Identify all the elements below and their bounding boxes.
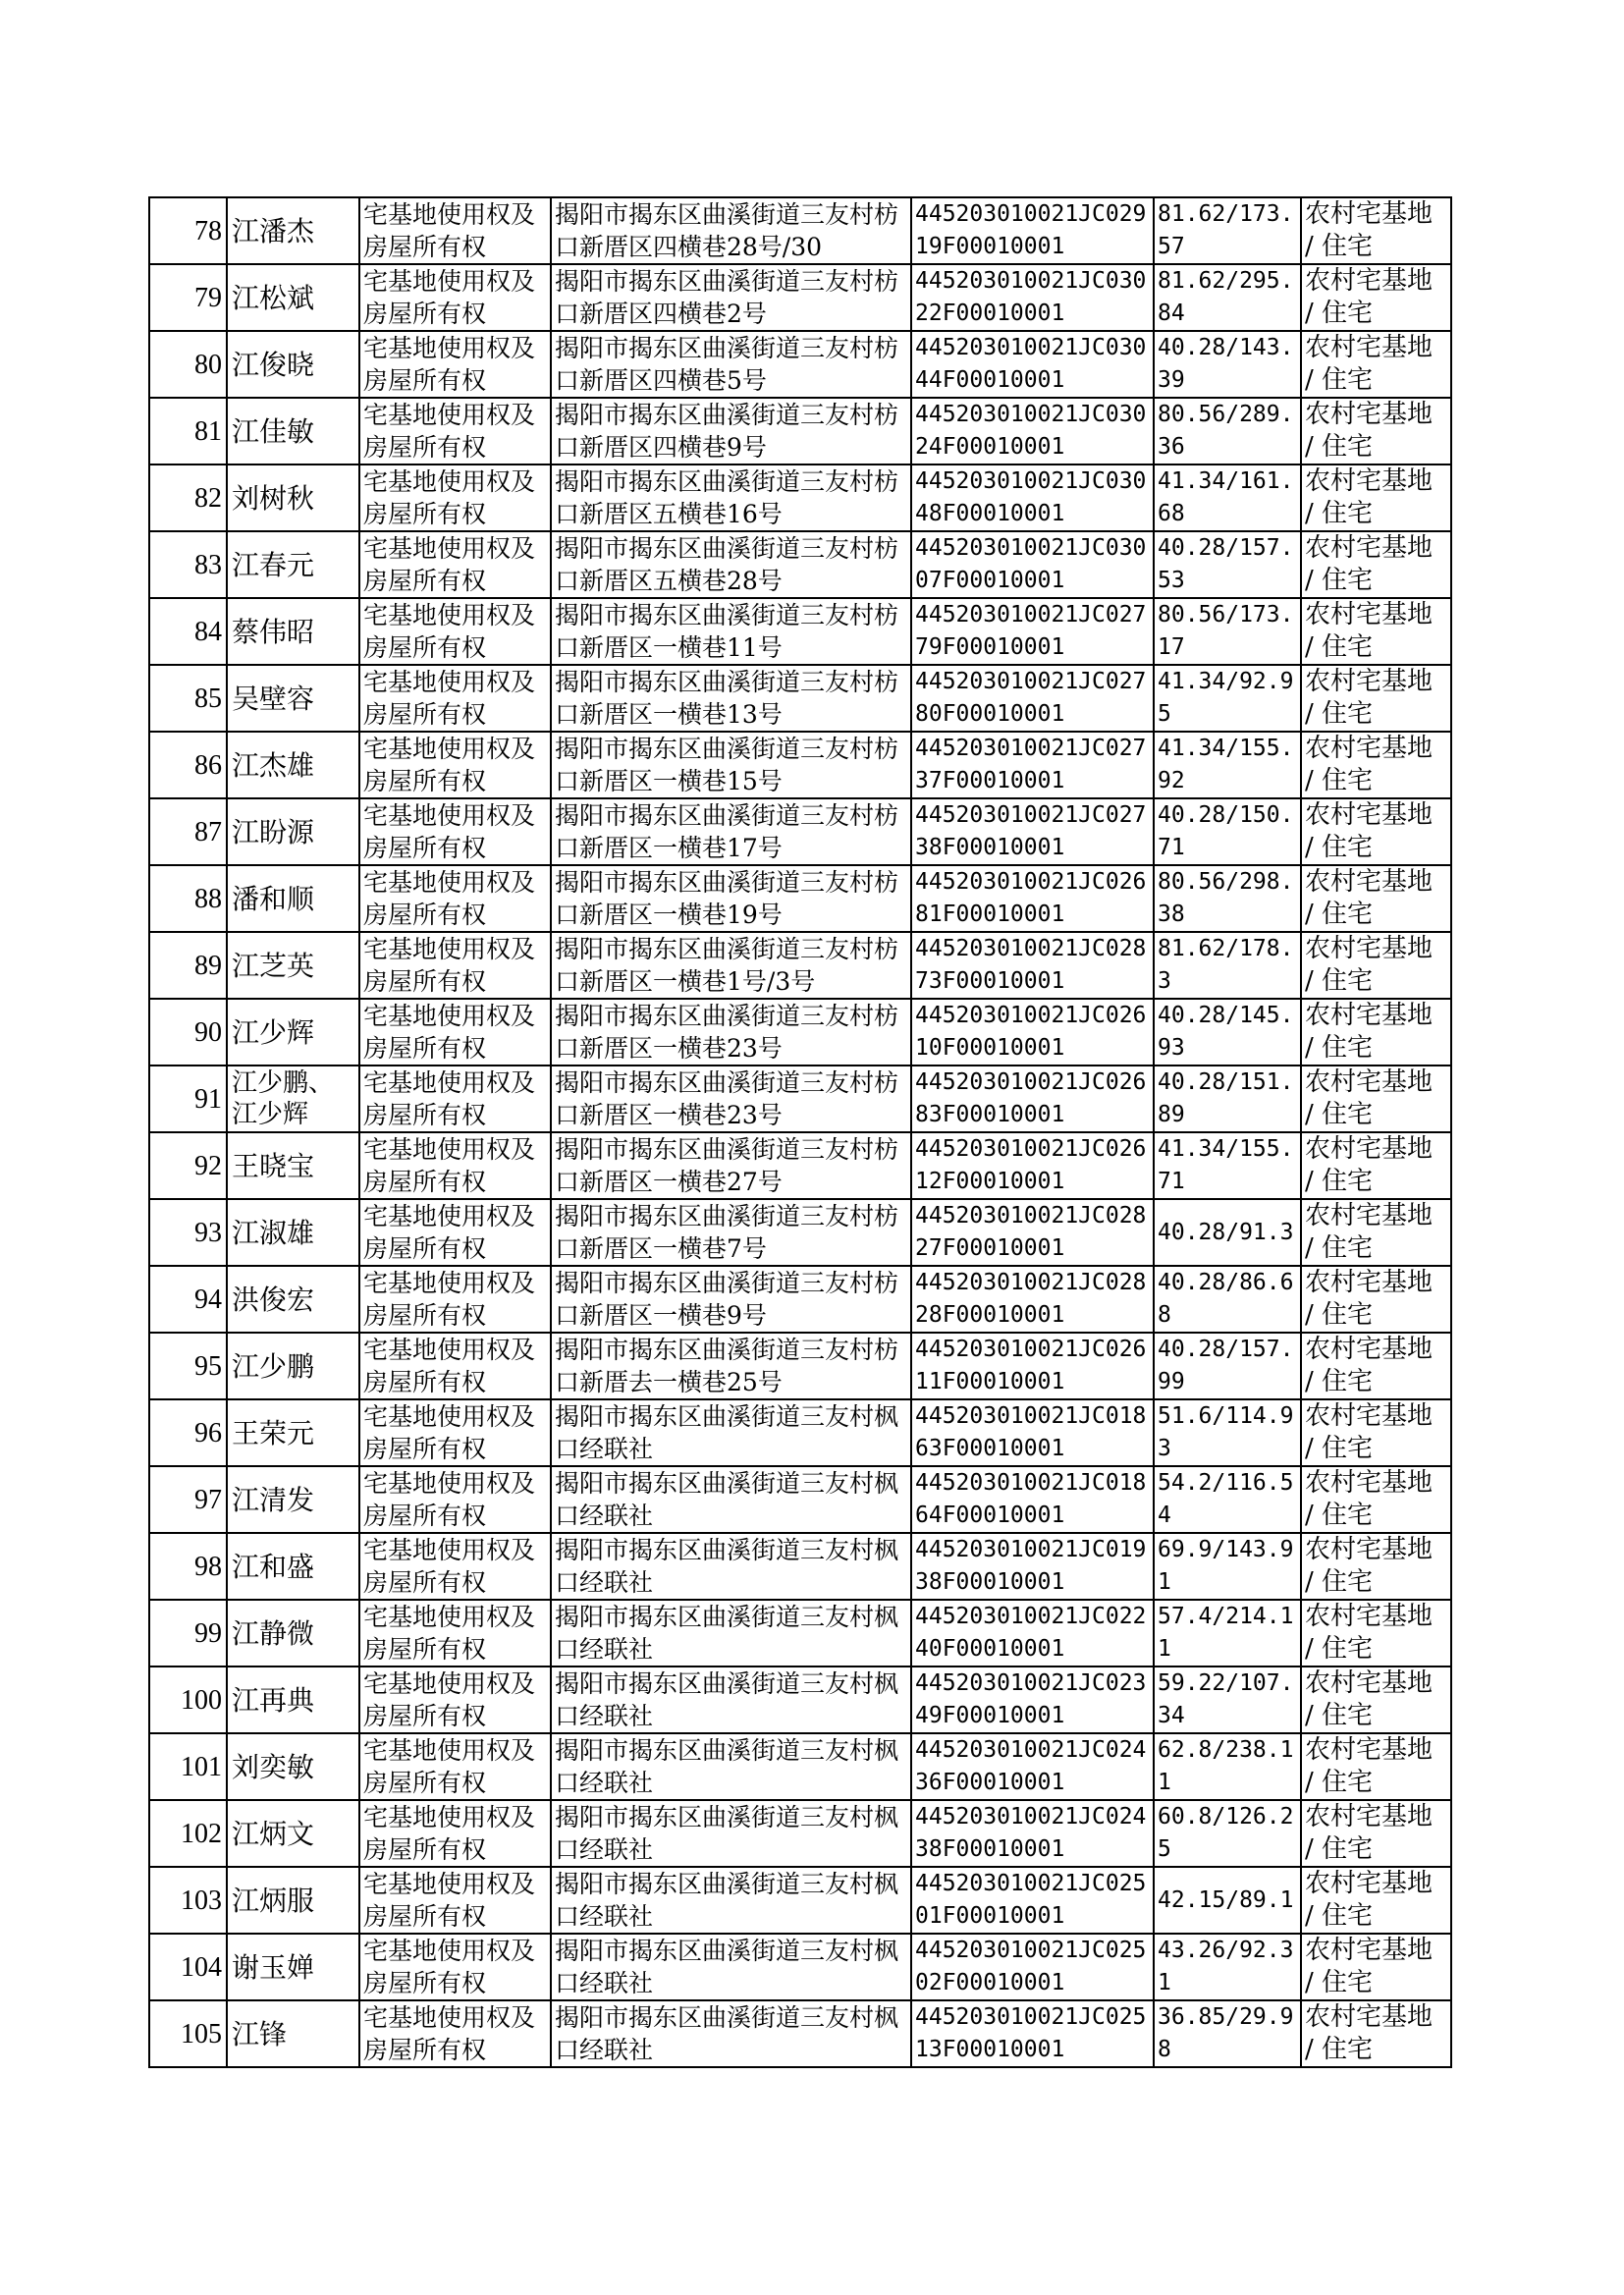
owner-name-cell: 江少鹏 [227, 1333, 359, 1399]
row-number-cell: 86 [149, 732, 227, 798]
row-number-cell: 104 [149, 1934, 227, 2000]
row-number-cell: 99 [149, 1600, 227, 1667]
property-location-cell: 揭阳市揭东区曲溪街道三友村枋口新厝区五横巷28号 [551, 531, 911, 598]
table-row [149, 999, 1451, 1066]
unit-code-cell: 445203010021JC02737F00010001 [911, 732, 1154, 798]
owner-name-cell: 江少辉 [227, 999, 359, 1066]
area-value-cell: 54.2/116.54 [1154, 1466, 1301, 1533]
row-number-cell: 88 [149, 865, 227, 932]
property-location-cell: 揭阳市揭东区曲溪街道三友村枋口新厝区五横巷16号 [551, 464, 911, 531]
table-row [149, 932, 1451, 999]
area-value-cell: 69.9/143.91 [1154, 1533, 1301, 1600]
row-number-cell: 80 [149, 331, 227, 398]
owner-name-cell: 刘奕敏 [227, 1733, 359, 1800]
row-number-cell: 96 [149, 1399, 227, 1466]
unit-code-cell: 445203010021JC01863F00010001 [911, 1399, 1154, 1466]
row-number-cell: 87 [149, 798, 227, 865]
table-row [149, 464, 1451, 531]
right-type-cell: 宅基地使用权及房屋所有权 [359, 999, 551, 1066]
right-type-cell: 宅基地使用权及房屋所有权 [359, 1600, 551, 1667]
property-location-cell: 揭阳市揭东区曲溪街道三友村枫口经联社 [551, 1600, 911, 1667]
land-use-cell: 农村宅基地 / 住宅 [1301, 1132, 1451, 1199]
area-value-cell: 81.62/173.57 [1154, 197, 1301, 264]
owner-name-cell: 江芝英 [227, 932, 359, 999]
property-location-cell: 揭阳市揭东区曲溪街道三友村枫口经联社 [551, 1800, 911, 1867]
table-row [149, 331, 1451, 398]
owner-name-cell: 江松斌 [227, 264, 359, 331]
owner-name-cell: 江潘杰 [227, 197, 359, 264]
table-row [149, 732, 1451, 798]
owner-name-cell: 洪俊宏 [227, 1266, 359, 1333]
right-type-cell: 宅基地使用权及房屋所有权 [359, 1800, 551, 1867]
row-number-cell: 98 [149, 1533, 227, 1600]
right-type-cell: 宅基地使用权及房屋所有权 [359, 531, 551, 598]
right-type-cell: 宅基地使用权及房屋所有权 [359, 932, 551, 999]
row-number-cell: 85 [149, 665, 227, 732]
right-type-cell: 宅基地使用权及房屋所有权 [359, 732, 551, 798]
table-row [149, 1132, 1451, 1199]
area-value-cell: 41.34/92.95 [1154, 665, 1301, 732]
area-value-cell: 42.15/89.1 [1154, 1867, 1301, 1934]
unit-code-cell: 445203010021JC02780F00010001 [911, 665, 1154, 732]
area-value-cell: 41.34/155.92 [1154, 732, 1301, 798]
area-value-cell: 60.8/126.25 [1154, 1800, 1301, 1867]
unit-code-cell: 445203010021JC02610F00010001 [911, 999, 1154, 1066]
owner-name-cell: 江杰雄 [227, 732, 359, 798]
owner-name-cell: 王晓宝 [227, 1132, 359, 1199]
property-location-cell: 揭阳市揭东区曲溪街道三友村枋口新厝区一横巷27号 [551, 1132, 911, 1199]
right-type-cell: 宅基地使用权及房屋所有权 [359, 1066, 551, 1132]
table-row [149, 798, 1451, 865]
table-row [149, 1466, 1451, 1533]
area-value-cell: 41.34/155.71 [1154, 1132, 1301, 1199]
owner-name-cell: 江盼源 [227, 798, 359, 865]
table-row [149, 1066, 1451, 1132]
owner-name-cell: 江炳文 [227, 1800, 359, 1867]
property-location-cell: 揭阳市揭东区曲溪街道三友村枋口新厝区四横巷2号 [551, 264, 911, 331]
area-value-cell: 59.22/107.34 [1154, 1667, 1301, 1733]
property-location-cell: 揭阳市揭东区曲溪街道三友村枫口经联社 [551, 1533, 911, 1600]
land-use-cell: 农村宅基地 / 住宅 [1301, 2000, 1451, 2067]
unit-code-cell: 445203010021JC02240F00010001 [911, 1600, 1154, 1667]
row-number-cell: 79 [149, 264, 227, 331]
right-type-cell: 宅基地使用权及房屋所有权 [359, 1733, 551, 1800]
land-use-cell: 农村宅基地 / 住宅 [1301, 464, 1451, 531]
owner-name-cell: 江佳敏 [227, 398, 359, 464]
owner-name-cell: 潘和顺 [227, 865, 359, 932]
row-number-cell: 78 [149, 197, 227, 264]
unit-code-cell: 445203010021JC02438F00010001 [911, 1800, 1154, 1867]
land-use-cell: 农村宅基地 / 住宅 [1301, 1733, 1451, 1800]
row-number-cell: 93 [149, 1199, 227, 1266]
property-location-cell: 揭阳市揭东区曲溪街道三友村枋口新厝区一横巷15号 [551, 732, 911, 798]
owner-name-cell: 江炳服 [227, 1867, 359, 1934]
owner-name-cell: 江淑雄 [227, 1199, 359, 1266]
right-type-cell: 宅基地使用权及房屋所有权 [359, 1533, 551, 1600]
unit-code-cell: 445203010021JC01938F00010001 [911, 1533, 1154, 1600]
property-location-cell: 揭阳市揭东区曲溪街道三友村枫口经联社 [551, 1399, 911, 1466]
property-location-cell: 揭阳市揭东区曲溪街道三友村枫口经联社 [551, 1667, 911, 1733]
land-use-cell: 农村宅基地 / 住宅 [1301, 197, 1451, 264]
area-value-cell: 40.28/151.89 [1154, 1066, 1301, 1132]
owner-name-cell: 蔡伟昭 [227, 598, 359, 665]
owner-name-cell: 吴壁容 [227, 665, 359, 732]
row-number-cell: 84 [149, 598, 227, 665]
owner-name-cell: 谢玉婵 [227, 1934, 359, 2000]
unit-code-cell: 445203010021JC02611F00010001 [911, 1333, 1154, 1399]
land-use-cell: 农村宅基地 / 住宅 [1301, 1934, 1451, 2000]
unit-code-cell: 445203010021JC02828F00010001 [911, 1266, 1154, 1333]
table-row [149, 865, 1451, 932]
land-use-cell: 农村宅基地 / 住宅 [1301, 1533, 1451, 1600]
land-use-cell: 农村宅基地 / 住宅 [1301, 1266, 1451, 1333]
property-location-cell: 揭阳市揭东区曲溪街道三友村枫口经联社 [551, 1867, 911, 1934]
row-number-cell: 95 [149, 1333, 227, 1399]
property-location-cell: 揭阳市揭东区曲溪街道三友村枋口新厝去一横巷25号 [551, 1333, 911, 1399]
table-row [149, 1867, 1451, 1934]
right-type-cell: 宅基地使用权及房屋所有权 [359, 264, 551, 331]
table-row [149, 665, 1451, 732]
area-value-cell: 40.28/157.99 [1154, 1333, 1301, 1399]
row-number-cell: 103 [149, 1867, 227, 1934]
property-location-cell: 揭阳市揭东区曲溪街道三友村枋口新厝区四横巷5号 [551, 331, 911, 398]
right-type-cell: 宅基地使用权及房屋所有权 [359, 598, 551, 665]
area-value-cell: 40.28/143.39 [1154, 331, 1301, 398]
area-value-cell: 43.26/92.31 [1154, 1934, 1301, 2000]
land-use-cell: 农村宅基地 / 住宅 [1301, 865, 1451, 932]
right-type-cell: 宅基地使用权及房屋所有权 [359, 1333, 551, 1399]
unit-code-cell: 445203010021JC02827F00010001 [911, 1199, 1154, 1266]
right-type-cell: 宅基地使用权及房屋所有权 [359, 197, 551, 264]
owner-name-cell: 江春元 [227, 531, 359, 598]
land-use-cell: 农村宅基地 / 住宅 [1301, 1600, 1451, 1667]
row-number-cell: 91 [149, 1066, 227, 1132]
land-use-cell: 农村宅基地 / 住宅 [1301, 1066, 1451, 1132]
land-use-cell: 农村宅基地 / 住宅 [1301, 665, 1451, 732]
owner-name-cell: 刘树秋 [227, 464, 359, 531]
row-number-cell: 94 [149, 1266, 227, 1333]
unit-code-cell: 445203010021JC03044F00010001 [911, 331, 1154, 398]
land-use-cell: 农村宅基地 / 住宅 [1301, 798, 1451, 865]
table-body [149, 197, 1451, 2067]
unit-code-cell: 445203010021JC02683F00010001 [911, 1066, 1154, 1132]
right-type-cell: 宅基地使用权及房屋所有权 [359, 1399, 551, 1466]
owner-name-cell: 江锋 [227, 2000, 359, 2067]
right-type-cell: 宅基地使用权及房屋所有权 [359, 798, 551, 865]
land-use-cell: 农村宅基地 / 住宅 [1301, 732, 1451, 798]
table-row [149, 1800, 1451, 1867]
table-row [149, 1934, 1451, 2000]
area-value-cell: 41.34/161.68 [1154, 464, 1301, 531]
right-type-cell: 宅基地使用权及房屋所有权 [359, 1266, 551, 1333]
area-value-cell: 40.28/157.53 [1154, 531, 1301, 598]
land-use-cell: 农村宅基地 / 住宅 [1301, 932, 1451, 999]
right-type-cell: 宅基地使用权及房屋所有权 [359, 2000, 551, 2067]
row-number-cell: 100 [149, 1667, 227, 1733]
table-row [149, 598, 1451, 665]
unit-code-cell: 445203010021JC03022F00010001 [911, 264, 1154, 331]
row-number-cell: 102 [149, 1800, 227, 1867]
unit-code-cell: 445203010021JC02513F00010001 [911, 2000, 1154, 2067]
row-number-cell: 81 [149, 398, 227, 464]
land-use-cell: 农村宅基地 / 住宅 [1301, 331, 1451, 398]
table-row [149, 1733, 1451, 1800]
right-type-cell: 宅基地使用权及房屋所有权 [359, 1934, 551, 2000]
area-value-cell: 80.56/173.17 [1154, 598, 1301, 665]
property-location-cell: 揭阳市揭东区曲溪街道三友村枋口新厝区一横巷9号 [551, 1266, 911, 1333]
area-value-cell: 81.62/178.3 [1154, 932, 1301, 999]
right-type-cell: 宅基地使用权及房屋所有权 [359, 331, 551, 398]
table-row [149, 1533, 1451, 1600]
owner-name-cell: 江少鹏、江少辉 [227, 1066, 359, 1132]
land-use-cell: 农村宅基地 / 住宅 [1301, 1333, 1451, 1399]
property-location-cell: 揭阳市揭东区曲溪街道三友村枋口新厝区一横巷23号 [551, 1066, 911, 1132]
table-row [149, 1266, 1451, 1333]
row-number-cell: 97 [149, 1466, 227, 1533]
row-number-cell: 82 [149, 464, 227, 531]
right-type-cell: 宅基地使用权及房屋所有权 [359, 1199, 551, 1266]
table-row [149, 264, 1451, 331]
unit-code-cell: 445203010021JC01864F00010001 [911, 1466, 1154, 1533]
area-value-cell: 36.85/29.98 [1154, 2000, 1301, 2067]
property-location-cell: 揭阳市揭东区曲溪街道三友村枋口新厝区一横巷7号 [551, 1199, 911, 1266]
owner-name-cell: 王荣元 [227, 1399, 359, 1466]
owner-name-cell: 江俊晓 [227, 331, 359, 398]
area-value-cell: 80.56/298.38 [1154, 865, 1301, 932]
right-type-cell: 宅基地使用权及房屋所有权 [359, 665, 551, 732]
land-use-cell: 农村宅基地 / 住宅 [1301, 1399, 1451, 1466]
unit-code-cell: 445203010021JC03024F00010001 [911, 398, 1154, 464]
right-type-cell: 宅基地使用权及房屋所有权 [359, 464, 551, 531]
row-number-cell: 92 [149, 1132, 227, 1199]
area-value-cell: 57.4/214.11 [1154, 1600, 1301, 1667]
unit-code-cell: 445203010021JC02349F00010001 [911, 1667, 1154, 1733]
right-type-cell: 宅基地使用权及房屋所有权 [359, 1867, 551, 1934]
table-row [149, 1600, 1451, 1667]
area-value-cell: 81.62/295.84 [1154, 264, 1301, 331]
area-value-cell: 40.28/86.68 [1154, 1266, 1301, 1333]
area-value-cell: 80.56/289.36 [1154, 398, 1301, 464]
row-number-cell: 89 [149, 932, 227, 999]
table-row [149, 1199, 1451, 1266]
table-row [149, 2000, 1451, 2067]
row-number-cell: 101 [149, 1733, 227, 1800]
unit-code-cell: 445203010021JC02612F00010001 [911, 1132, 1154, 1199]
property-location-cell: 揭阳市揭东区曲溪街道三友村枋口新厝区一横巷17号 [551, 798, 911, 865]
unit-code-cell: 445203010021JC02919F00010001 [911, 197, 1154, 264]
table-row [149, 1333, 1451, 1399]
right-type-cell: 宅基地使用权及房屋所有权 [359, 865, 551, 932]
area-value-cell: 62.8/238.11 [1154, 1733, 1301, 1800]
property-location-cell: 揭阳市揭东区曲溪街道三友村枫口经联社 [551, 1733, 911, 1800]
right-type-cell: 宅基地使用权及房屋所有权 [359, 398, 551, 464]
unit-code-cell: 445203010021JC03007F00010001 [911, 531, 1154, 598]
land-use-cell: 农村宅基地 / 住宅 [1301, 999, 1451, 1066]
area-value-cell: 40.28/145.93 [1154, 999, 1301, 1066]
property-location-cell: 揭阳市揭东区曲溪街道三友村枋口新厝区一横巷23号 [551, 999, 911, 1066]
property-location-cell: 揭阳市揭东区曲溪街道三友村枋口新厝区一横巷11号 [551, 598, 911, 665]
owner-name-cell: 江静微 [227, 1600, 359, 1667]
unit-code-cell: 445203010021JC03048F00010001 [911, 464, 1154, 531]
right-type-cell: 宅基地使用权及房屋所有权 [359, 1132, 551, 1199]
property-location-cell: 揭阳市揭东区曲溪街道三友村枋口新厝区四横巷28号/30 [551, 197, 911, 264]
table-row [149, 1667, 1451, 1733]
right-type-cell: 宅基地使用权及房屋所有权 [359, 1466, 551, 1533]
land-use-cell: 农村宅基地 / 住宅 [1301, 598, 1451, 665]
area-value-cell: 40.28/150.71 [1154, 798, 1301, 865]
area-value-cell: 51.6/114.93 [1154, 1399, 1301, 1466]
property-location-cell: 揭阳市揭东区曲溪街道三友村枫口经联社 [551, 2000, 911, 2067]
unit-code-cell: 445203010021JC02681F00010001 [911, 865, 1154, 932]
unit-code-cell: 445203010021JC02873F00010001 [911, 932, 1154, 999]
unit-code-cell: 445203010021JC02502F00010001 [911, 1934, 1154, 2000]
property-location-cell: 揭阳市揭东区曲溪街道三友村枋口新厝区一横巷13号 [551, 665, 911, 732]
right-type-cell: 宅基地使用权及房屋所有权 [359, 1667, 551, 1733]
property-location-cell: 揭阳市揭东区曲溪街道三友村枫口经联社 [551, 1934, 911, 2000]
property-location-cell: 揭阳市揭东区曲溪街道三友村枫口经联社 [551, 1466, 911, 1533]
unit-code-cell: 445203010021JC02501F00010001 [911, 1867, 1154, 1934]
land-use-cell: 农村宅基地 / 住宅 [1301, 1800, 1451, 1867]
row-number-cell: 105 [149, 2000, 227, 2067]
owner-name-cell: 江和盛 [227, 1533, 359, 1600]
land-use-cell: 农村宅基地 / 住宅 [1301, 1667, 1451, 1733]
registry-table [148, 196, 1452, 2068]
land-use-cell: 农村宅基地 / 住宅 [1301, 264, 1451, 331]
land-use-cell: 农村宅基地 / 住宅 [1301, 1466, 1451, 1533]
property-location-cell: 揭阳市揭东区曲溪街道三友村枋口新厝区一横巷1号/3号 [551, 932, 911, 999]
owner-name-cell: 江再典 [227, 1667, 359, 1733]
table-row [149, 197, 1451, 264]
table-row [149, 398, 1451, 464]
owner-name-cell: 江清发 [227, 1466, 359, 1533]
table-row [149, 1399, 1451, 1466]
land-use-cell: 农村宅基地 / 住宅 [1301, 398, 1451, 464]
table-row [149, 531, 1451, 598]
land-use-cell: 农村宅基地 / 住宅 [1301, 1199, 1451, 1266]
area-value-cell: 40.28/91.3 [1154, 1199, 1301, 1266]
property-location-cell: 揭阳市揭东区曲溪街道三友村枋口新厝区四横巷9号 [551, 398, 911, 464]
unit-code-cell: 445203010021JC02779F00010001 [911, 598, 1154, 665]
land-use-cell: 农村宅基地 / 住宅 [1301, 1867, 1451, 1934]
unit-code-cell: 445203010021JC02436F00010001 [911, 1733, 1154, 1800]
land-use-cell: 农村宅基地 / 住宅 [1301, 531, 1451, 598]
unit-code-cell: 445203010021JC02738F00010001 [911, 798, 1154, 865]
row-number-cell: 90 [149, 999, 227, 1066]
row-number-cell: 83 [149, 531, 227, 598]
property-location-cell: 揭阳市揭东区曲溪街道三友村枋口新厝区一横巷19号 [551, 865, 911, 932]
